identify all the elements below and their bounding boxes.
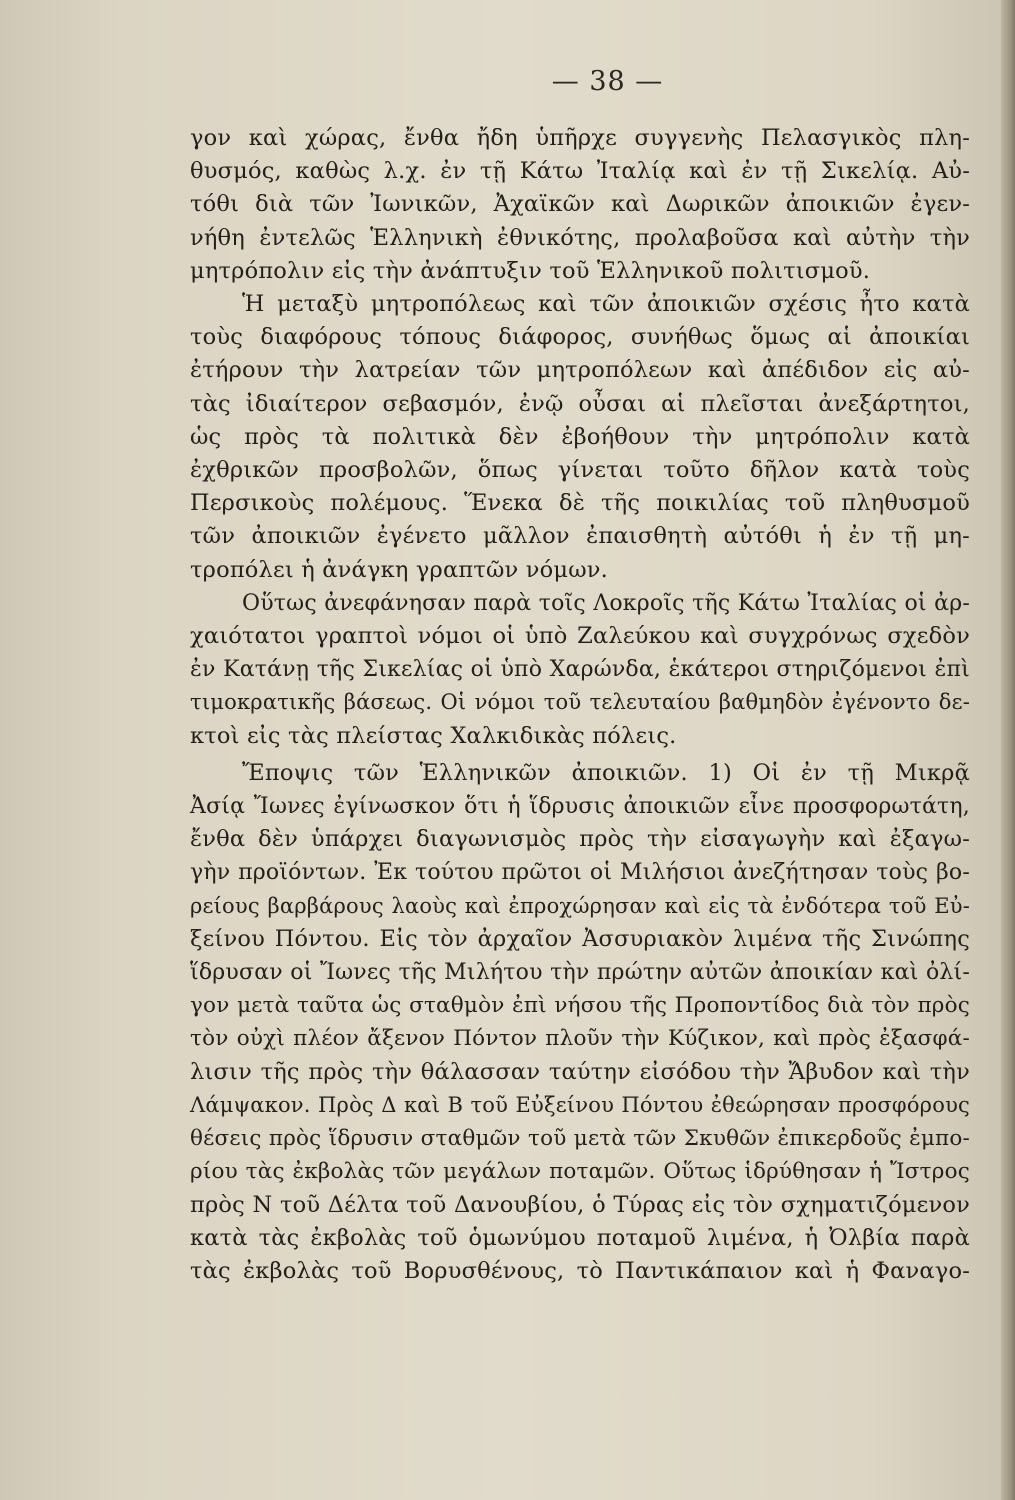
text-line: τιμοκρατικῆς βάσεως. Οἱ νόμοι τοῦ τελευταίου βαθμηδὸν ἐγένοντο δε-	[190, 690, 970, 715]
text-line: γὴν προϊόντων. Ἐκ τούτου πρῶτοι οἱ Μιλήσιοι ἀνεζήτησαν τοὺς βο-	[190, 860, 970, 886]
body-text	[190, 122, 970, 1288]
text-line: Ἡ μεταξὺ μητροπόλεως καὶ τῶν ἀποικιῶν σχέσις ἦτο κατὰ	[242, 291, 970, 318]
text-line: χαιότατοι γραπτοὶ νόμοι οἱ ὑπὸ Ζαλεύκου καὶ συγχρόνως σχεδὸν	[190, 623, 970, 650]
text-line: Οὕτως ἀνεφάνησαν παρὰ τοῖς Λοκροῖς τῆς Κάτω Ἰταλίας οἱ ἀρ-	[242, 590, 970, 616]
text-line: τὰς ἰδιαίτερον σεβασμόν, ἐνῷ οὖσαι αἱ πλεῖσται ἀνεξάρτητοι,	[190, 390, 970, 417]
text-line: ξείνου Πόντου. Εἰς τὸν ἀρχαῖον Ἀσσυριακὸν λιμένα τῆς Σινώπης	[190, 925, 970, 952]
text-line: κτοὶ εἰς τὰς πλείστας Χαλκιδικὰς πόλεις.	[190, 722, 677, 749]
text-line: τὸν οὐχὶ πλέον ἄξενον Πόντον πλοῦν τὴν Κύζικον, καὶ πρὸς ἐξασφά-	[190, 1026, 970, 1052]
text-line: γον μετὰ ταῦτα ὡς σταθμὸν ἐπὶ νήσου τῆς Προποντίδος διὰ τὸν πρὸς	[190, 993, 970, 1019]
text-line: θέσεις πρὸς ἵδρυσιν σταθμῶν τοῦ μετὰ τῶν Σκυθῶν ἐπικερδοῦς ἐμπο-	[190, 1126, 970, 1152]
text-line: τόθι διὰ τῶν Ἰωνικῶν, Ἀχαϊκῶν καὶ Δωρικῶν ἀποικιῶν ἐγεν-	[190, 191, 970, 218]
text-line: ἔνθα δὲν ὑπάρχει διαγωνισμὸς πρὸς τὴν εἰσαγωγὴν καὶ ἐξαγω-	[190, 826, 970, 853]
text-line: ἐχθρικῶν προσβολῶν, ὅπως γίνεται τοῦτο δῆλον κατὰ τοὺς	[190, 457, 970, 484]
text-line: γον καὶ χώρας, ἔνθα ἤδη ὑπῆρχε συγγενὴς Πελασγικὸς πλη-	[190, 125, 970, 151]
text-line: Περσικοὺς πολέμους. Ἕνεκα δὲ τῆς ποικιλίας τοῦ πληθυσμοῦ	[190, 490, 970, 517]
text-line: ἵδρυσαν οἱ Ἴωνες τῆς Μιλήτου τὴν πρώτην αὐτῶν ἀποικίαν καὶ ὀλί-	[190, 960, 970, 986]
text-line: ἐτήρουν τὴν λατρείαν τῶν μητροπόλεων καὶ ἀπέδιδον εἰς αὐ-	[190, 357, 970, 384]
text-line: Ἀσίᾳ Ἴωνες ἐγίνωσκον ὅτι ἡ ἵδρυσις ἀποικιῶν εἶνε προσφορωτάτη,	[190, 794, 970, 820]
text-line: τροπόλει ἡ ἀνάγκη γραπτῶν νόμων.	[190, 556, 608, 583]
page-number: — 38 —	[551, 66, 664, 97]
text-line: τοὺς διαφόρους τόπους διάφορος, συνήθως ὅμως αἱ ἀποικίαι	[190, 324, 970, 351]
text-line: θυσμός, καθὼς λ.χ. ἐν τῇ Κάτω Ἰταλίᾳ καὶ ἐν τῇ Σικελίᾳ. Αὐ-	[190, 158, 970, 185]
text-line: ρείους βαρβάρους λαοὺς καὶ ἐπροχώρησαν καὶ εἰς τὰ ἐνδότερα τοῦ Εὐ-	[190, 893, 970, 918]
text-line: τὰς ἐκβολὰς τοῦ Βορυσθένους, τὸ Παντικάπαιον καὶ ἡ Φαναγο-	[190, 1257, 970, 1284]
text-line: Λάμψακον. Πρὸς Δ καὶ Β τοῦ Εὐξείνου Πόντου ἐθεώρησαν προσφόρους	[190, 1092, 970, 1117]
text-line: κατὰ τὰς ἐκβολὰς τοῦ ὁμωνύμου ποταμοῦ λιμένα, ἡ Ὀλβία παρὰ	[190, 1224, 970, 1251]
text-line: νήθη ἐντελῶς Ἑλληνικὴ ἐθνικότης, προλαβοῦσα καὶ αὐτὴν τὴν	[190, 224, 970, 251]
text-line: τῶν ἀποικιῶν ἐγένετο μᾶλλον ἐπαισθητὴ αὐτόθι ἡ ἐν τῇ μη-	[190, 523, 970, 550]
text-line: λισιν τῆς πρὸς τὴν θάλασσαν ταύτην εἰσόδου τὴν Ἄβυδον καὶ τὴν	[190, 1058, 970, 1085]
page-edge	[1001, 0, 1015, 1500]
text-line: ἐν Κατάνῃ τῆς Σικελίας οἱ ὑπὸ Χαρώνδα, ἑκάτεροι στηριζόμενοι ἐπὶ	[190, 657, 970, 683]
text-line: ρίου τὰς ἐκβολὰς τῶν μεγάλων ποταμῶν. Οὕτως ἱδρύθησαν ἡ Ἴστρος	[190, 1159, 970, 1185]
text-line: Ἔποψις τῶν Ἑλληνικῶν ἀποικιῶν. 1) Οἱ ἐν τῇ Μικρᾷ	[242, 759, 970, 786]
text-line: μητρόπολιν εἰς τὴν ἀνάπτυξιν τοῦ Ἑλληνικοῦ πολιτισμοῦ.	[190, 257, 871, 284]
text-line: πρὸς Ν τοῦ Δέλτα τοῦ Δανουβίου, ὁ Τύρας εἰς τὸν σχηματιζόμενον	[190, 1191, 970, 1218]
text-line: ὡς πρὸς τὰ πολιτικὰ δὲν ἐβοήθουν τὴν μητρόπολιν κατὰ	[190, 423, 970, 450]
